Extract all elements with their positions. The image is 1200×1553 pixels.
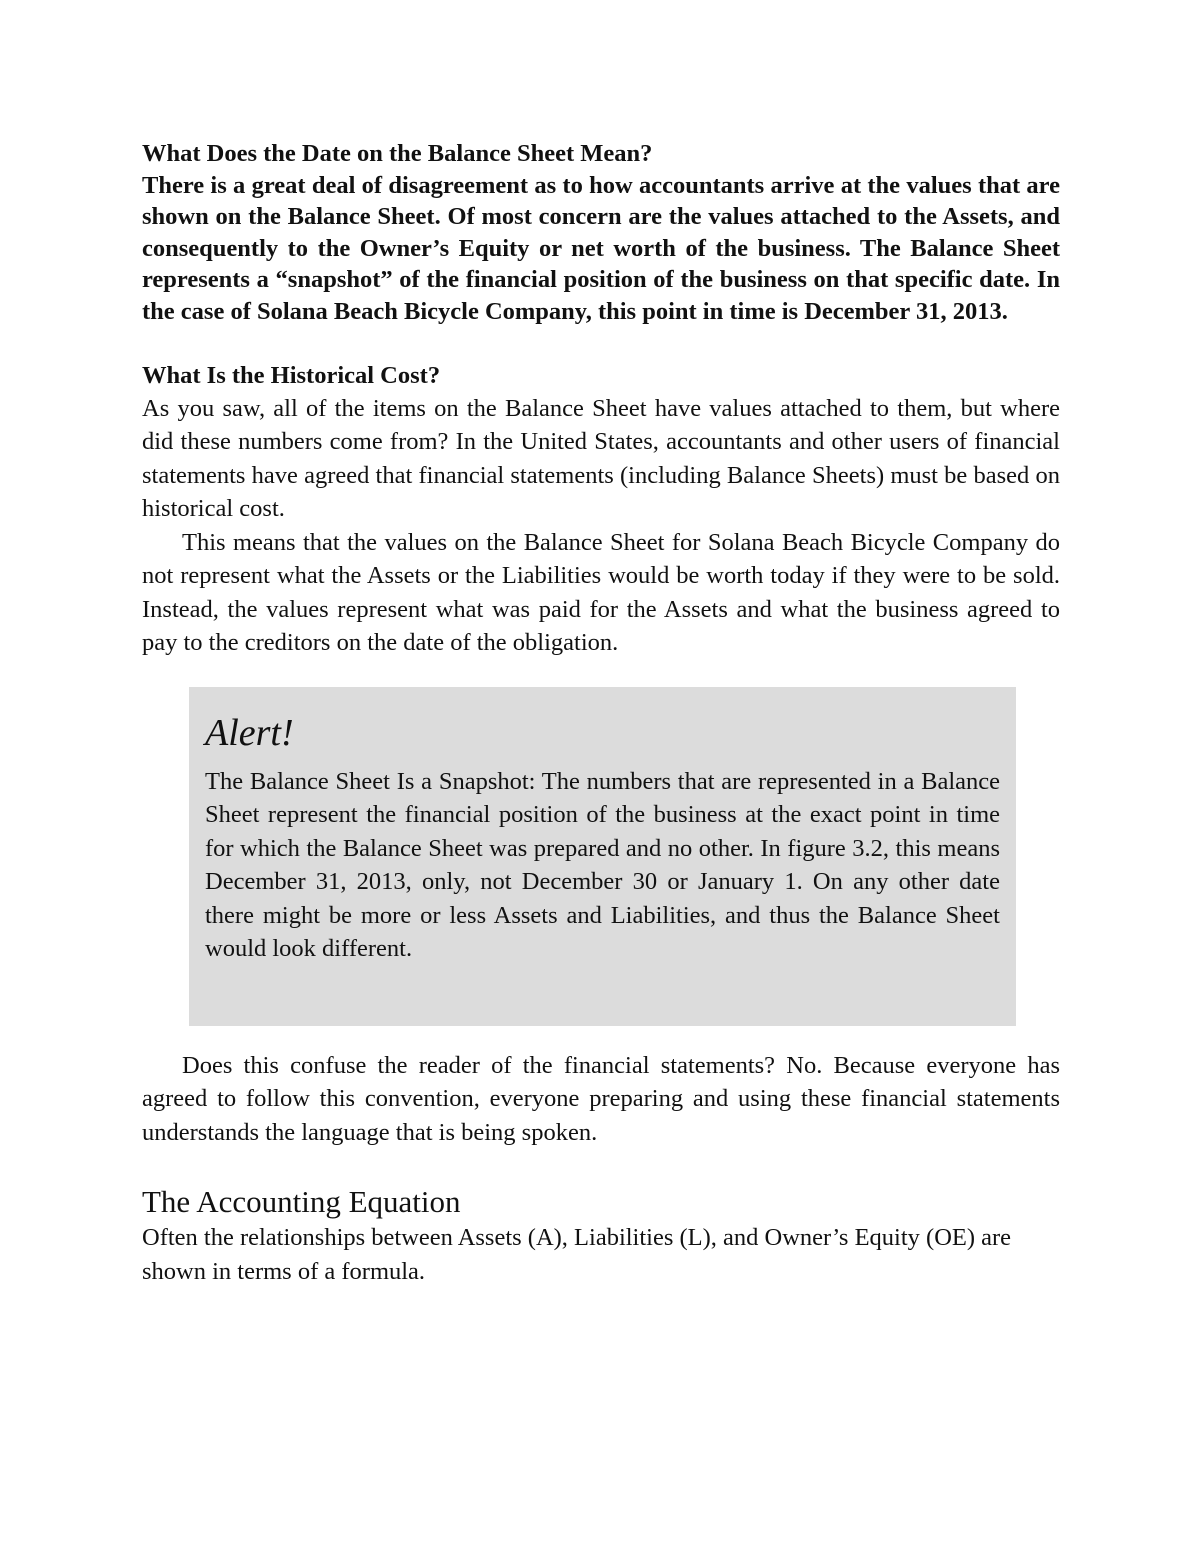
paragraph-historical-cost-2: This means that the values on the Balance Sheet for Solana Beach Bicycle Company do not represent what the Assets or the Liabilities would be worth today if they were to be sold. Instead, the values represent what was paid for the Assets and what the business agreed to pay to the creditors on the date of the obligation. [142, 528, 1060, 656]
section-title-accounting-equation: The Accounting Equation [142, 1184, 461, 1219]
paragraph-accounting-equation: Often the relationships between Assets (A), Liabilities (L), and Owner’s Equity (OE) are shown in terms of a formula. [142, 1224, 1012, 1285]
spacer [142, 327, 1060, 352]
alert-title: Alert! [205, 711, 294, 754]
paragraph-after-alert: Does this confuse the reader of the financial statements? No. Because everyone has agreed to follow this convention, everyone preparing and using these financial statements understands the language that is being spoken. [142, 1051, 1060, 1146]
section-title-balance-sheet-date: What Does the Date on the Balance Sheet Mean? [142, 140, 653, 167]
alert-text: The Balance Sheet Is a Snapshot: The numbers that are represented in a Balance Sheet represent the financial position of the business at the exact point in time for which the Balance Sheet was prepared and no other. In figure 3.2, this means December 31, 2013, only, not December 30 or January 1. On any other date there might be more or less Assets and Liabilities, and thus the Balance Sheet would look different. [205, 767, 1000, 962]
section-title-historical-cost: What Is the Historical Cost? [142, 362, 441, 389]
paragraph-historical-cost-1: As you saw, all of the items on the Balance Sheet have values attached to them, but where did these numbers come from? In the United States, accountants and other users of financial statements have agreed that financial statements (including Balance Sheets) must be based on historical cost. [142, 394, 1060, 522]
alert-box [189, 687, 1016, 1026]
document-page [142, 138, 1060, 1288]
section-body-balance-sheet-date: There is a great deal of disagreement as to how accountants arrive at the values that are shown on the Balance Sheet. Of most concern are the values attached to the Assets, and consequently to the Owner’s Equity or net worth of the business. The Balance Sheet represents a “snapshot” of the financial position of the business on that specific date. In the case of Solana Beach Bicycle Company, this point in time is December 31, 2013. [142, 171, 1060, 325]
